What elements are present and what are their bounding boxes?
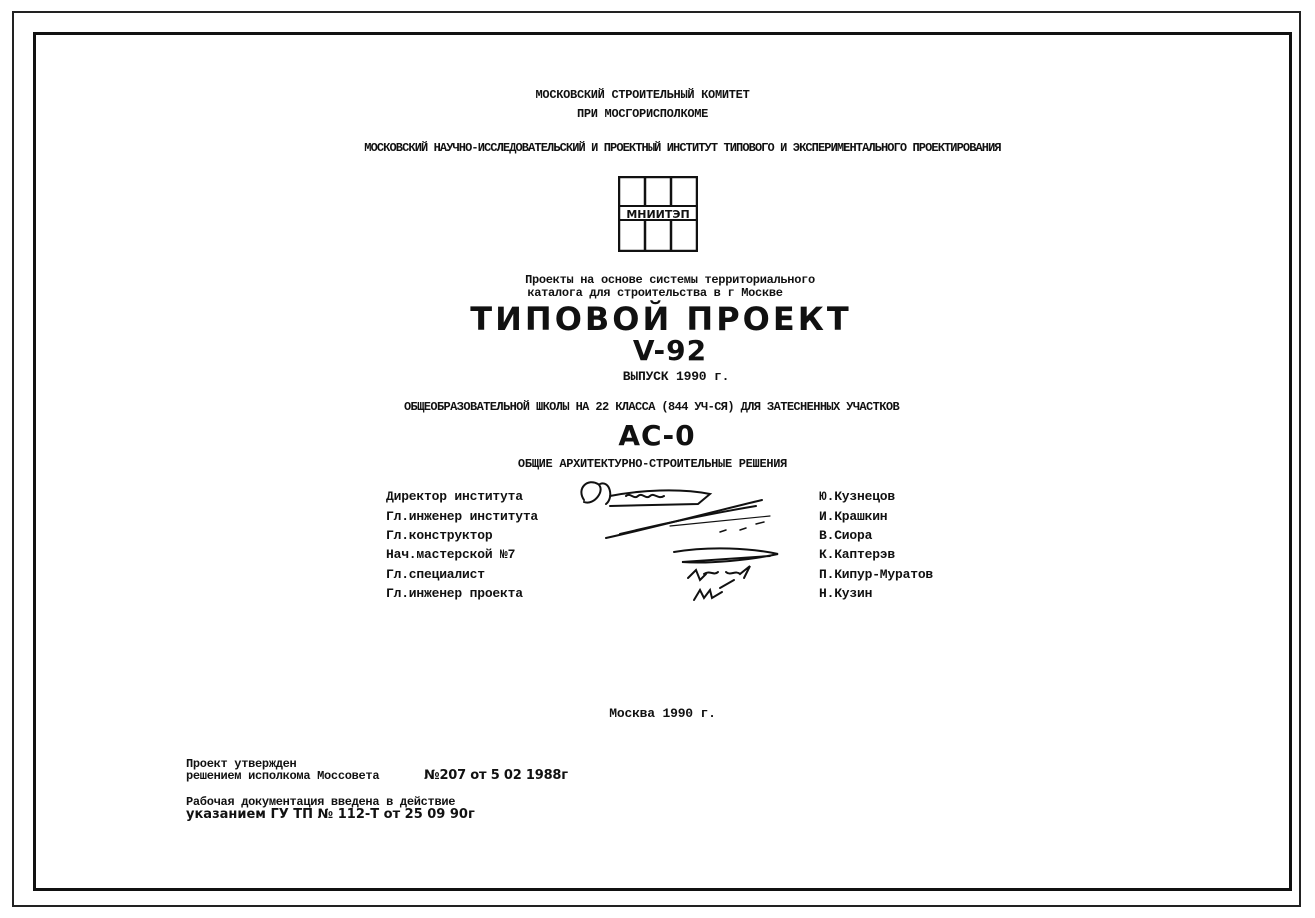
mniitep-logo [618, 176, 698, 252]
approved-line-1: Проект утвержден [186, 757, 297, 771]
committee-line-1: МОСКОВСКИЙ СТРОИТЕЛЬНЫЙ КОМИТЕТ [535, 88, 750, 102]
role-project-engineer: Гл.инженер проекта [386, 586, 523, 601]
issue-year: ВЫПУСК 1990 г. [622, 369, 730, 384]
subtitle-line-1: Проекты на основе системы территориального [525, 273, 815, 287]
role-chief-designer: Гл.конструктор [386, 528, 493, 543]
logo-text: МНИИТЭП [626, 208, 690, 221]
project-number: V-92 [632, 334, 708, 367]
committee-line-2: ПРИ МОСГОРИСПОЛКОМЕ [576, 107, 709, 121]
handwritten-signatures [570, 476, 820, 616]
subtitle-line-2: каталога для строительства в г Москве [527, 286, 783, 300]
name-chief-specialist: П.Кипур-Муратов [819, 567, 934, 582]
role-director: Директор института [386, 489, 523, 504]
project-description: ОБЩЕОБРАЗОВАТЕЛЬНОЙ ШКОЛЫ НА 22 КЛАССА (844 УЧ-СЯ) ДЛЯ ЗАТЕСНЕННЫХ УЧАСТКОВ [403, 400, 900, 414]
main-title: ТИПОВОЙ ПРОЕКТ [470, 300, 852, 338]
name-workshop-head: К.Каптерэв [819, 547, 896, 562]
name-chief-engineer: И.Крашкин [819, 509, 888, 524]
name-project-engineer: Н.Кузин [819, 586, 873, 601]
role-chief-engineer: Гл.инженер института [386, 509, 539, 524]
name-director: Ю.Кузнецов [819, 489, 896, 504]
sheet-code: АС-0 [618, 419, 696, 452]
section-title: ОБЩИЕ АРХИТЕКТУРНО-СТРОИТЕЛЬНЫЕ РЕШЕНИЯ [517, 457, 788, 471]
enacted-line-1: Рабочая документация введена в действие [186, 795, 456, 809]
enacted-line-2: указанием ГУ ТП № 112-Т от 25 09 90г [186, 807, 475, 822]
name-chief-designer: В.Сиора [819, 528, 873, 543]
city-year: Москва 1990 г. [609, 706, 716, 721]
approved-line-2: решением исполкома Моссовета [186, 769, 380, 783]
role-chief-specialist: Гл.специалист [386, 567, 485, 582]
role-workshop-head: Нач.мастерской №7 [386, 547, 516, 562]
institute-name: МОСКОВСКИЙ НАУЧНО-ИССЛЕДОВАТЕЛЬСКИЙ И ПРОЕКТНЫЙ ИНСТИТУТ ТИПОВОГО И ЭКСПЕРИМЕНТАЛЬНОГО ПРОЕКТИРОВАНИЯ [364, 141, 1001, 155]
approved-decree: №207 от 5 02 1988г [424, 768, 568, 783]
